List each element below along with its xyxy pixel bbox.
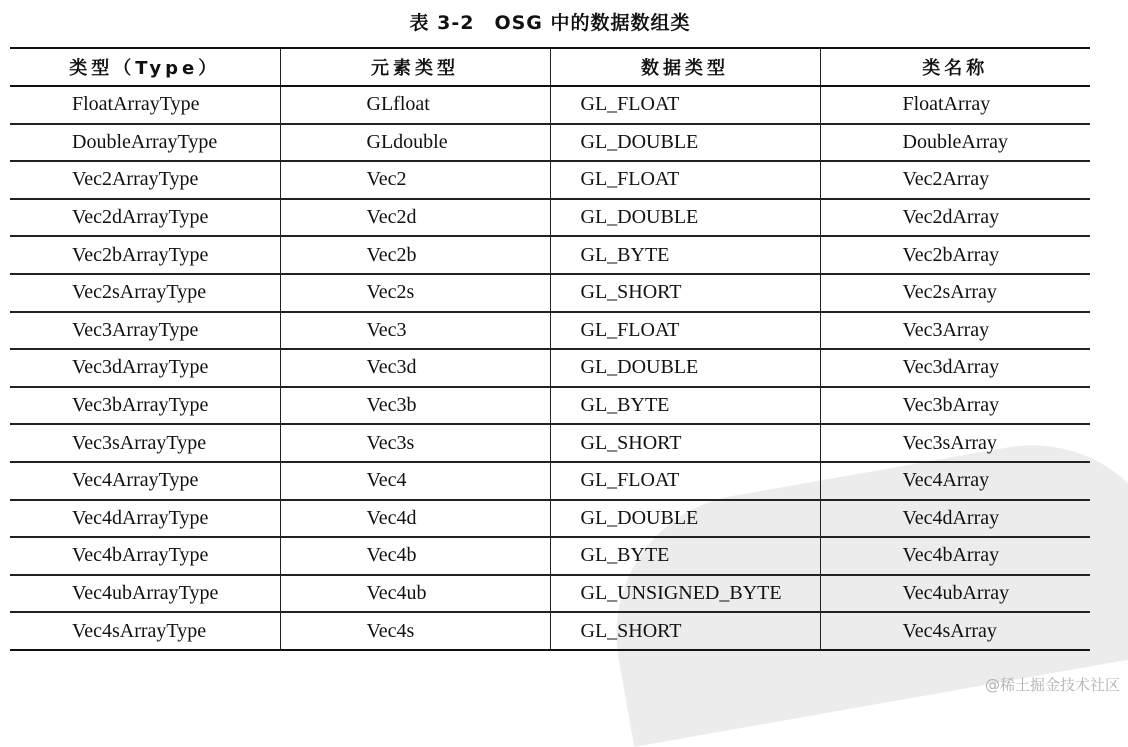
cell-data-type: GL_UNSIGNED_BYTE (550, 575, 820, 613)
cell-class-name: Vec4bArray (820, 537, 1090, 575)
cell-element-type: Vec3d (280, 349, 550, 387)
cell-type: Vec4dArrayType (10, 500, 280, 538)
data-array-table (10, 47, 1090, 651)
cell-data-type: GL_FLOAT (550, 86, 820, 124)
cell-data-type: GL_DOUBLE (550, 349, 820, 387)
cell-element-type: GLdouble (280, 124, 550, 162)
cell-data-type: GL_BYTE (550, 537, 820, 575)
table-row (10, 312, 1090, 350)
cell-element-type: Vec4b (280, 537, 550, 575)
cell-class-name: DoubleArray (820, 124, 1090, 162)
cell-data-type: GL_SHORT (550, 424, 820, 462)
cell-element-type: Vec4ub (280, 575, 550, 613)
cell-class-name: Vec2dArray (820, 199, 1090, 237)
table-row (10, 462, 1090, 500)
cell-element-type: Vec4d (280, 500, 550, 538)
header-element-type: 元素类型 (280, 48, 550, 86)
cell-type: Vec3ArrayType (10, 312, 280, 350)
table-row (10, 612, 1090, 650)
cell-data-type: GL_BYTE (550, 387, 820, 425)
cell-type: DoubleArrayType (10, 124, 280, 162)
table-row (10, 500, 1090, 538)
site-watermark-text: @稀土掘金技术社区 (984, 676, 1120, 694)
table-caption: 表 3-2 OSG 中的数据数组类 (409, 12, 691, 34)
cell-element-type: GLfloat (280, 86, 550, 124)
cell-type: Vec2dArrayType (10, 199, 280, 237)
table-row (10, 349, 1090, 387)
cell-class-name: Vec3Array (820, 312, 1090, 350)
cell-type: Vec4ArrayType (10, 462, 280, 500)
cell-element-type: Vec4 (280, 462, 550, 500)
header-class-name: 类名称 (820, 48, 1090, 86)
table-body (10, 86, 1090, 650)
cell-type: Vec4ubArrayType (10, 575, 280, 613)
cell-class-name: Vec4Array (820, 462, 1090, 500)
cell-type: Vec3sArrayType (10, 424, 280, 462)
header-data-type: 数据类型 (550, 48, 820, 86)
table-row (10, 387, 1090, 425)
cell-element-type: Vec2d (280, 199, 550, 237)
cell-type: Vec4sArrayType (72, 619, 207, 642)
cell-class-name: Vec3bArray (820, 387, 1090, 425)
cell-class-name: Vec3sArray (820, 424, 1090, 462)
cell-element-type: Vec2s (280, 274, 550, 312)
cell-class-name: Vec4ubArray (820, 575, 1090, 613)
cell-element-type: Vec4s (280, 612, 550, 650)
cell-data-type: GL_FLOAT (550, 462, 820, 500)
table-row (10, 124, 1090, 162)
cell-type: Vec3dArrayType (10, 349, 280, 387)
cell-type: Vec3bArrayType (10, 387, 280, 425)
cell-data-type: GL_DOUBLE (550, 500, 820, 538)
cell-data-type: GL_DOUBLE (550, 124, 820, 162)
table-row (10, 199, 1090, 237)
cell-class-name: Vec4sArray (820, 612, 1090, 650)
cell-element-type: Vec2 (280, 161, 550, 199)
cell-type: Vec2ArrayType (10, 161, 280, 199)
cell-data-type: GL_SHORT (550, 612, 820, 650)
cell-type: FloatArrayType (10, 86, 280, 124)
table-row (10, 274, 1090, 312)
cell-data-type: GL_BYTE (550, 236, 820, 274)
cell-element-type: Vec3s (280, 424, 550, 462)
cell-class-name: Vec2Array (820, 161, 1090, 199)
header-type: 类型（Type） (10, 48, 280, 86)
table-row (10, 575, 1090, 613)
cell-class-name: Vec2sArray (820, 274, 1090, 312)
table-row (10, 86, 1090, 124)
cell-data-type: GL_DOUBLE (550, 199, 820, 237)
cell-type: Vec4bArrayType (10, 537, 280, 575)
cell-element-type: Vec3b (280, 387, 550, 425)
table-row (10, 236, 1090, 274)
cell-class-name: FloatArray (820, 86, 1090, 124)
cell-type: Vec2bArrayType (10, 236, 280, 274)
cell-element-type: Vec3 (280, 312, 550, 350)
cell-class-name: Vec4dArray (820, 500, 1090, 538)
table-row (10, 424, 1090, 462)
cell-element-type: Vec2b (280, 236, 550, 274)
table-row (10, 161, 1090, 199)
cell-class-name: Vec2bArray (820, 236, 1090, 274)
cell-class-name: Vec3dArray (820, 349, 1090, 387)
table-row (10, 537, 1090, 575)
cell-data-type: GL_FLOAT (550, 312, 820, 350)
table-header-row (10, 48, 1090, 86)
cell-data-type: GL_SHORT (550, 274, 820, 312)
cell-type: Vec2sArrayType (10, 274, 280, 312)
cell-data-type: GL_FLOAT (550, 161, 820, 199)
